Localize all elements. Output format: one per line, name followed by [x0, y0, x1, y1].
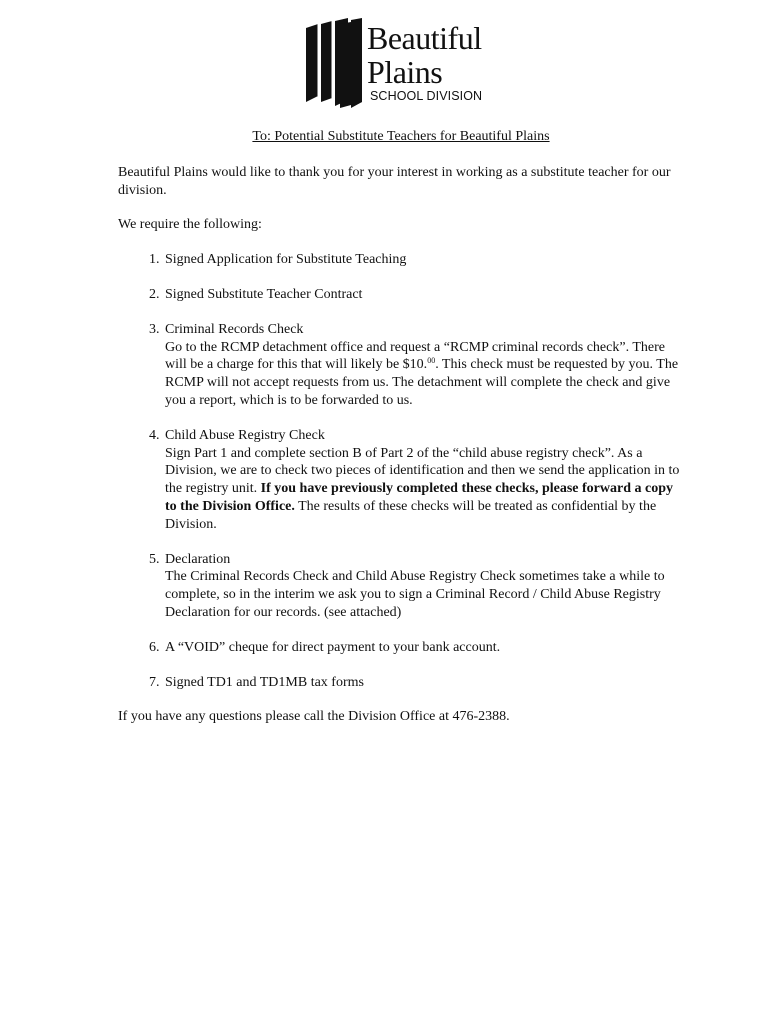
item-3-body-part-b: . This check must be requested by you. The RCMP will not accept requests from us. The detachment will complete the check and give you a report, which is to be forwarded to us. — [165, 357, 679, 408]
item-6-heading: 6. A “VOID” cheque for direct payment to your bank account. — [165, 639, 501, 655]
requirements-list — [118, 251, 684, 691]
logo-text-beautiful: Beautiful — [367, 20, 482, 56]
intro-paragraph: Beautiful Plains would like to thank you for your interest in working as a substitute teacher for our division. — [118, 164, 671, 198]
item-2-heading: 2. Signed Substitute Teacher Contract — [165, 286, 363, 302]
list-item — [163, 321, 684, 410]
school-division-logo — [304, 18, 504, 110]
book-pages-icon — [304, 18, 366, 110]
list-item — [163, 551, 684, 622]
letter-body — [118, 128, 684, 743]
closing-paragraph: If you have any questions please call the Division Office at 476-2388. — [118, 709, 510, 725]
logo-text-plains: Plains — [367, 54, 443, 90]
item-3-heading: 3. Criminal Records Check — [165, 321, 304, 337]
requirements-label: We require the following: — [118, 217, 262, 233]
item-5-body: The Criminal Records Check and Child Abuse Registry Check sometimes take a while to complete, so in the interim we ask you to sign a Criminal Record / Child Abuse Registry Declaration for our records. (see attached) — [165, 569, 665, 620]
logo-text-school-division: SCHOOL DIVISION — [370, 89, 483, 103]
item-5-heading: 5. Declaration — [165, 551, 231, 567]
item-1-heading: 1. Signed Application for Substitute Teaching — [165, 252, 407, 268]
list-item — [163, 639, 684, 657]
letter-title: To: Potential Substitute Teachers for Beautiful Plains — [252, 129, 550, 144]
list-item — [163, 251, 684, 269]
item-7-heading: 7. Signed TD1 and TD1MB tax forms — [165, 674, 364, 690]
list-item — [163, 427, 684, 534]
item-4-heading: 4. Child Abuse Registry Check — [165, 427, 325, 443]
list-item — [163, 286, 684, 304]
list-item — [163, 674, 684, 692]
item-4-body-bold: If you have previously completed these checks, please forward a copy to the Division Office. — [165, 481, 673, 514]
item-3-body — [165, 339, 684, 410]
item-4-body — [165, 445, 684, 534]
item-4-body-part-a: Sign Part 1 and complete section B of Part 2 of the “child abuse registry check”. As a Division, we are to check two pieces of identification and then we send the application in to the registry unit. — [165, 445, 680, 497]
item-3-body-part-a: Go to the RCMP detachment office and request a “RCMP criminal records check”. There will be a charge for this that will likely be $10. — [165, 339, 665, 373]
item-4-body-part-b: The results of these checks will be treated as confidential by the Division. — [165, 498, 657, 532]
item-3-cents-superscript: 00 — [427, 356, 436, 366]
